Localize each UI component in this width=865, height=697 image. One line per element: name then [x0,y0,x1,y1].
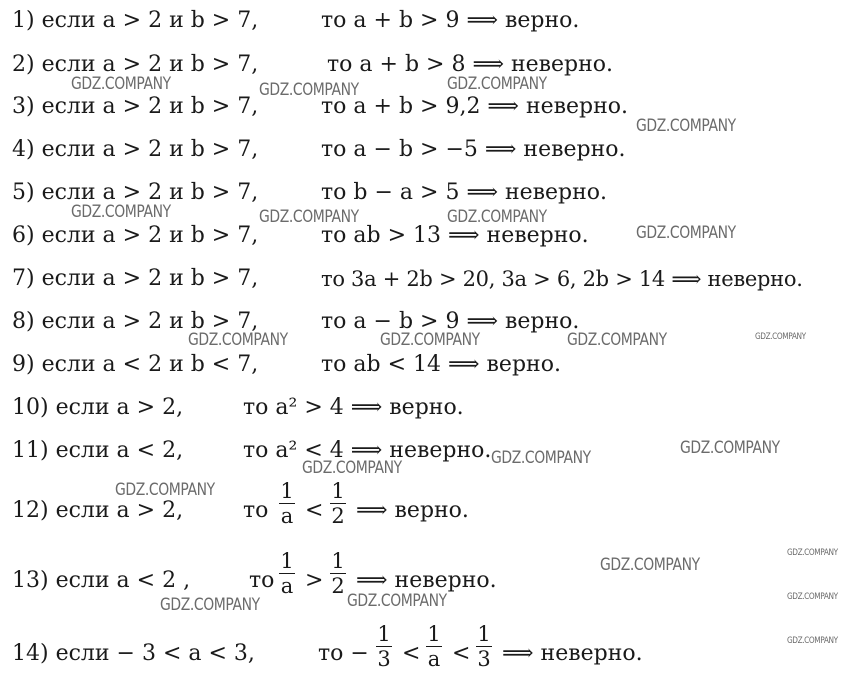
operator: < [305,498,324,523]
numerator: 1 [331,549,345,573]
fraction [376,623,392,670]
watermark: GDZ.COMPANY [636,116,736,136]
numerator: 1 [280,549,294,573]
item-to: то − [318,641,369,666]
item-conclusion: то a² > 4 ⟹ верно. [243,395,464,420]
operator: < [402,641,421,666]
watermark: GDZ.COMPANY [188,330,288,350]
item-conclusion: то a + b > 9 ⟹ верно. [321,8,580,33]
item-conclusion: то b − a > 5 ⟹ неверно. [321,180,608,205]
item-condition: 6) если a > 2 и b > 7, [12,223,259,248]
numerator: 1 [427,622,441,646]
denominator: a [280,574,294,598]
item-condition: 9) если a < 2 и b < 7, [12,352,259,377]
denominator: a [280,504,294,528]
item-conclusion: то a + b > 8 ⟹ неверно. [327,52,614,77]
watermark: GDZ.COMPANY [160,595,260,615]
watermark: GDZ.COMPANY [787,636,838,646]
watermark: GDZ.COMPANY [567,330,667,350]
watermark: GDZ.COMPANY [447,74,547,94]
watermark: GDZ.COMPANY [71,202,171,222]
fraction [330,480,346,527]
item-to: то [249,568,275,593]
watermark: GDZ.COMPANY [755,332,806,342]
watermark: GDZ.COMPANY [302,458,402,478]
item-condition: 7) если a > 2 и b > 7, [12,266,259,291]
numerator: 1 [377,622,391,646]
item-conclusion: то 3a + 2b > 20, 3a > 6, 2b > 14 ⟹ неверно. [321,267,803,291]
item-conclusion: то a − b > −5 ⟹ неверно. [321,137,626,162]
item-condition: 2) если a > 2 и b > 7, [12,52,259,77]
watermark: GDZ.COMPANY [380,330,480,350]
item-to: то [243,498,269,523]
watermark: GDZ.COMPANY [600,555,700,575]
item-condition: 5) если a > 2 и b > 7, [12,180,259,205]
watermark: GDZ.COMPANY [680,438,780,458]
denominator: a [427,647,441,671]
item-condition: 10) если a > 2, [12,395,184,420]
denominator: 3 [477,647,491,671]
watermark: GDZ.COMPANY [259,207,359,227]
watermark: GDZ.COMPANY [447,207,547,227]
numerator: 1 [331,479,345,503]
item-conclusion: то a + b > 9,2 ⟹ неверно. [321,94,629,119]
item-conclusion: ⟹ неверно. [502,641,643,666]
item-condition: 1) если a > 2 и b > 7, [12,8,259,33]
item-condition: 8) если a > 2 и b > 7, [12,309,259,334]
item-conclusion: ⟹ неверно. [356,568,497,593]
operator: > [305,568,324,593]
item-condition: 11) если a < 2, [12,438,184,463]
item-conclusion: то ab < 14 ⟹ верно. [321,352,561,377]
item-conclusion: то a − b > 9 ⟹ верно. [321,309,580,334]
fraction [279,480,295,527]
watermark: GDZ.COMPANY [636,223,736,243]
watermark: GDZ.COMPANY [491,448,591,468]
watermark: GDZ.COMPANY [787,592,838,602]
item-conclusion: ⟹ верно. [356,498,469,523]
operator: < [452,641,471,666]
item-condition: 3) если a > 2 и b > 7, [12,94,259,119]
item-condition: 13) если a < 2 , [12,568,191,593]
watermark: GDZ.COMPANY [259,80,359,100]
item-conclusion: то a² < 4 ⟹ неверно. [243,438,492,463]
fraction [476,623,492,670]
fraction [426,623,442,670]
watermark: GDZ.COMPANY [787,548,838,558]
item-condition: 4) если a > 2 и b > 7, [12,137,259,162]
watermark: GDZ.COMPANY [115,480,215,500]
denominator: 2 [331,574,345,598]
fraction [330,550,346,597]
fraction [279,550,295,597]
watermark: GDZ.COMPANY [71,74,171,94]
item-condition: 12) если a > 2, [12,498,184,523]
numerator: 1 [280,479,294,503]
numerator: 1 [477,622,491,646]
item-condition: 14) если − 3 < a < 3, [12,641,255,666]
denominator: 3 [377,647,391,671]
item-conclusion: то ab > 13 ⟹ неверно. [321,223,589,248]
denominator: 2 [331,504,345,528]
watermark: GDZ.COMPANY [347,591,447,611]
